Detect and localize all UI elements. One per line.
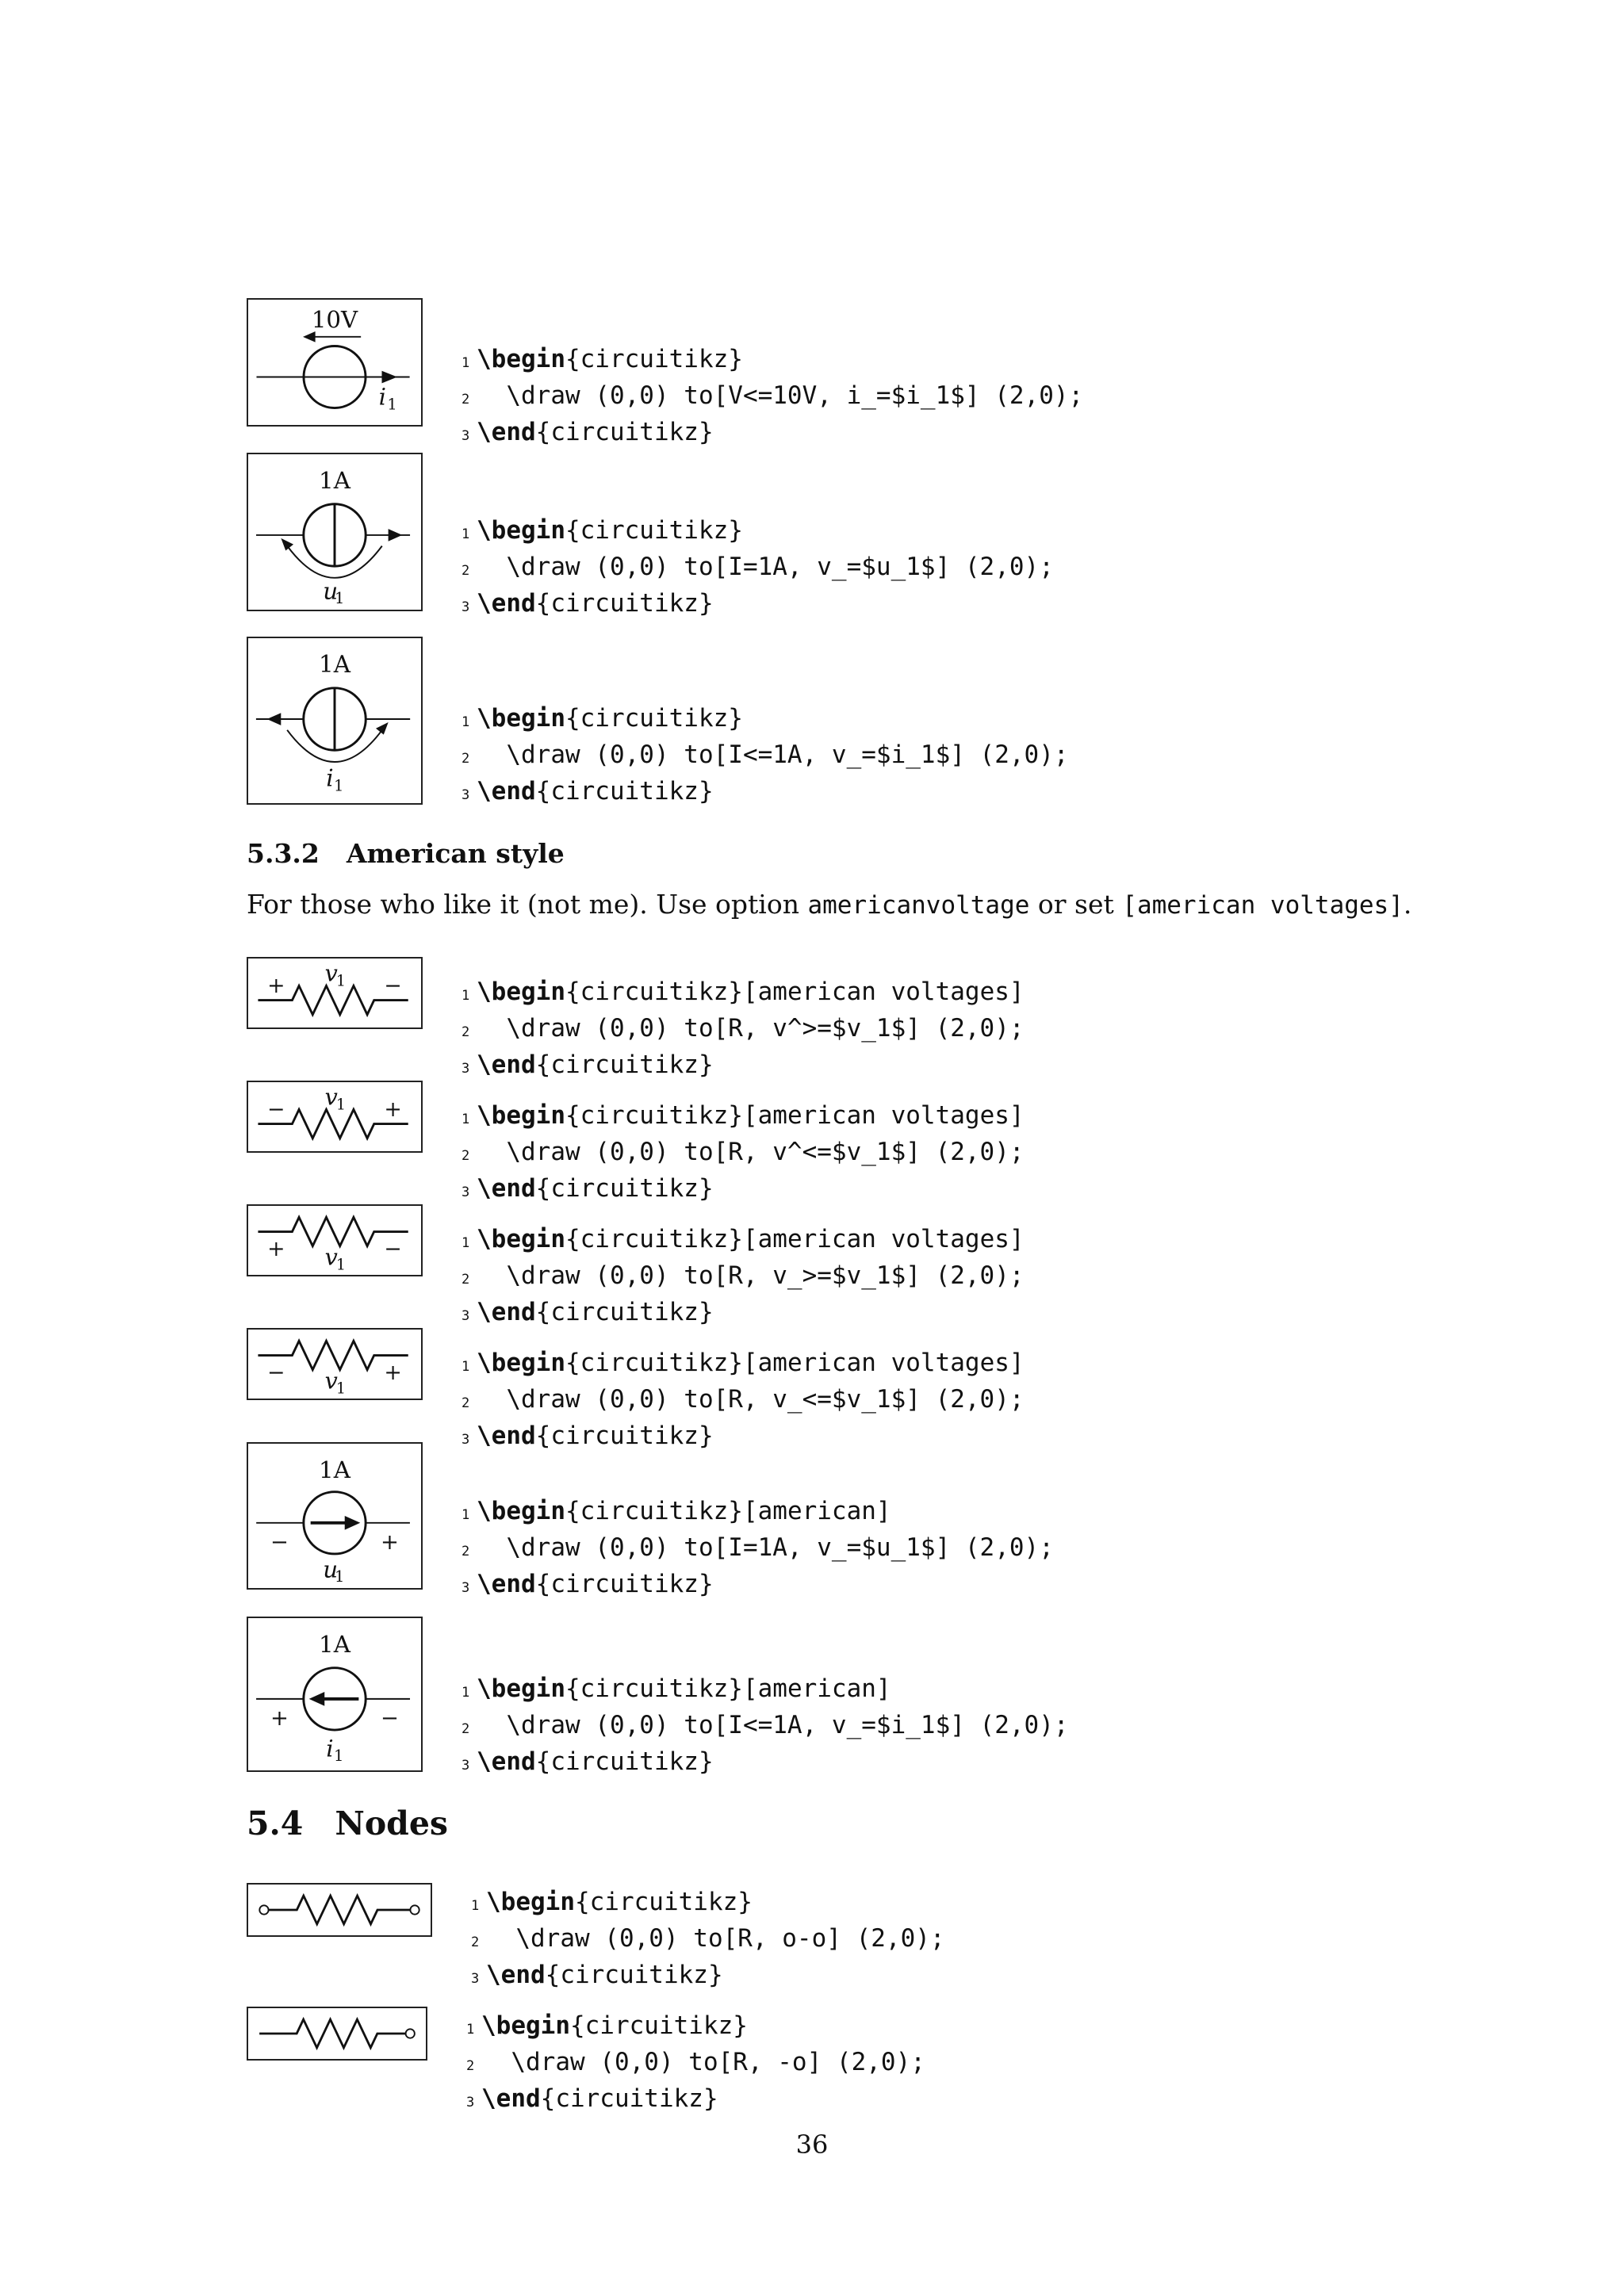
plus-sign: + bbox=[267, 1237, 285, 1262]
voltage-label-sub: 1 bbox=[335, 1255, 347, 1274]
circuit-figure-current-source-reversed bbox=[247, 637, 423, 805]
minus-sign: − bbox=[267, 1360, 285, 1386]
voltage-label-sub: 1 bbox=[335, 971, 347, 990]
code-listing-2: 1 \begin{circuitikz} 2 \draw (0,0) to[I=1A, v_=$u_1$] (2,0); 3 \end{circuitikz} bbox=[462, 516, 1054, 618]
code-listing-9: 1 \begin{circuitikz}[american] 2 \draw (0,0) to[I<=1A, v_=$i_1$] (2,0); 3 \end{circuitikz} bbox=[462, 1674, 1069, 1776]
code-listing-1: 1 \begin{circuitikz} 2 \draw (0,0) to[V<=10V, i_=$i_1$] (2,0); 3 \end{circuitikz} bbox=[462, 345, 1084, 446]
source-value-label: 1A bbox=[319, 651, 350, 679]
voltage-label-sub: 1 bbox=[335, 1567, 345, 1586]
minus-sign: − bbox=[267, 1097, 285, 1123]
circuit-figure-american-current-source-reversed bbox=[247, 1617, 423, 1772]
section-heading-5-3-2: 5.3.2 American style bbox=[247, 838, 565, 869]
plus-sign: + bbox=[384, 1097, 402, 1123]
code-listing-6: 1 \begin{circuitikz}[american voltages] 2 \draw (0,0) to[R, v_>=$v_1$] (2,0); 3 \end{circuitikz} bbox=[462, 1225, 1025, 1326]
plus-sign: + bbox=[381, 1530, 399, 1556]
code-listing-3: 1 \begin{circuitikz} 2 \draw (0,0) to[I<=1A, v_=$i_1$] (2,0); 3 \end{circuitikz} bbox=[462, 704, 1069, 806]
current-label: i bbox=[326, 764, 334, 792]
voltage-label: v bbox=[324, 959, 338, 987]
page-number: 36 bbox=[795, 2130, 829, 2160]
code-listing-7: 1 \begin{circuitikz}[american voltages] 2 \draw (0,0) to[R, v_<=$v_1$] (2,0); 3 \end{circuitikz} bbox=[462, 1349, 1025, 1450]
current-label-sub: 1 bbox=[334, 776, 344, 795]
circuit-figure-current-source bbox=[247, 453, 423, 611]
voltage-label-sub: 1 bbox=[335, 1095, 347, 1114]
code-listing-10: 1 \begin{circuitikz} 2 \draw (0,0) to[R, o-o] (2,0); 3 \end{circuitikz} bbox=[471, 1888, 945, 1989]
voltage-label: v bbox=[324, 1367, 338, 1395]
voltage-label-sub: 1 bbox=[335, 589, 345, 608]
minus-sign: − bbox=[381, 1706, 400, 1732]
voltage-label: u bbox=[323, 1556, 339, 1583]
plus-sign: + bbox=[384, 1360, 402, 1386]
source-value-label: 1A bbox=[319, 1456, 350, 1484]
code-listing-8: 1 \begin{circuitikz}[american] 2 \draw (0,0) to[I=1A, v_=$u_1$] (2,0); 3 \end{circuitikz} bbox=[462, 1497, 1054, 1598]
voltage-label: v bbox=[324, 1083, 338, 1111]
plus-sign: + bbox=[267, 974, 285, 999]
code-listing-4: 1 \begin{circuitikz}[american voltages] 2 \draw (0,0) to[R, v^>=$v_1$] (2,0); 3 \end{circuitikz} bbox=[462, 978, 1025, 1079]
circuit-figure-american-current-source bbox=[247, 1442, 423, 1590]
source-value-label: 1A bbox=[319, 467, 350, 495]
circuit-figure-resistor-both-nodes bbox=[247, 1883, 432, 1937]
circuit-figure-resistor-voltage-above bbox=[247, 957, 423, 1029]
voltage-label: u bbox=[323, 577, 339, 605]
current-label-sub: 1 bbox=[334, 1747, 344, 1766]
voltage-label: v bbox=[324, 1243, 338, 1271]
section-heading-5-4: 5.4 Nodes bbox=[247, 1804, 449, 1843]
minus-sign: − bbox=[270, 1530, 289, 1556]
circuit-figure-voltage-source bbox=[247, 298, 423, 427]
current-label: i bbox=[378, 383, 386, 411]
minus-sign: − bbox=[384, 974, 402, 999]
circuit-figure-resistor-right-node bbox=[247, 2007, 427, 2061]
voltage-label-sub: 1 bbox=[335, 1379, 347, 1398]
circuit-figure-resistor-voltage-above-reversed bbox=[247, 1081, 423, 1153]
minus-sign: − bbox=[384, 1237, 402, 1262]
body-paragraph: For those who like it (not me). Use option americanvoltage or set [american voltages]. bbox=[247, 889, 1412, 920]
current-label: i bbox=[326, 1735, 334, 1762]
source-value-label: 1A bbox=[319, 1631, 350, 1659]
source-value-label: 10V bbox=[311, 306, 358, 334]
circuit-figure-resistor-voltage-below bbox=[247, 1204, 423, 1276]
code-listing-5: 1 \begin{circuitikz}[american voltages] 2 \draw (0,0) to[R, v^<=$v_1$] (2,0); 3 \end{circuitikz} bbox=[462, 1101, 1025, 1203]
plus-sign: + bbox=[270, 1706, 289, 1732]
current-label-sub: 1 bbox=[387, 395, 397, 414]
code-listing-11: 1 \begin{circuitikz} 2 \draw (0,0) to[R, -o] (2,0); 3 \end{circuitikz} bbox=[466, 2011, 925, 2113]
circuit-figure-resistor-voltage-below-reversed bbox=[247, 1328, 423, 1400]
